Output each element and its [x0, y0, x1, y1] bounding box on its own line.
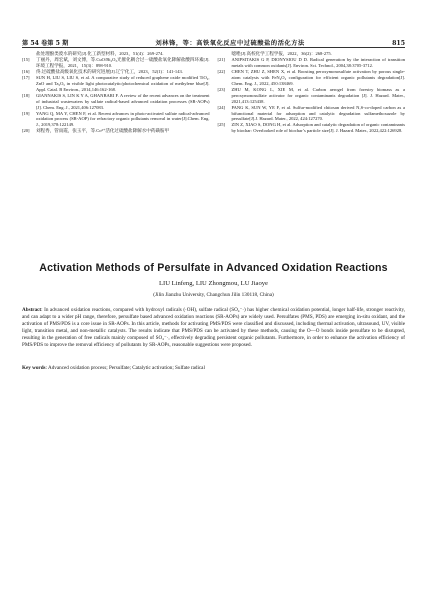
reference-item	[218, 57, 406, 69]
reference-text: SUN H, LIU S, LIU S, et al. A comparative study of reduced graphene oxide modified TiO₂, ZnO and Ta₂O₅ in visible light photocatalytic/photochemical oxidation of methylene blue[J]. Appl. Catal. B Environ., 2014,146:162-168.	[36, 74, 210, 92]
reference-number: [15]	[22, 56, 30, 62]
reference-number: [25]	[217, 122, 226, 128]
reference-text: PANG K, SUN W, YE F, et al. Sulfur-modified chitosan derived N,S-co-doped carbon as a bifunctional material for adsorption and catalytic degradation sulfamethoxazole by persulfate[J].J. Hazard. Mater., 2022, 424:127270.	[231, 104, 405, 122]
reference-number: [20]	[22, 128, 30, 134]
reference-number: [23]	[217, 86, 226, 92]
english-affiliation: (Jilin Jianzhu University, Changchun Jilin 130118, China)	[153, 292, 274, 298]
reference-number: [21]	[217, 56, 226, 62]
reference-text: GIANNAKIS S, LIN K Y A, GHANBARI F. A review of the recent advances on the treatment of industrial wastewaters by sulfate radical-based advanced oxidation processes (SR-AOPs) [J]. Chem. Eng. J., 2021,406:127083.	[36, 92, 210, 110]
reference-text: 噁唑[J].高校化学工程学报，2022，36(2)：268-275.	[231, 51, 332, 56]
reference-number: [18]	[22, 92, 30, 98]
reference-number: [19]	[22, 110, 30, 116]
reference-item	[218, 105, 406, 123]
abstract-label: Abstract	[22, 307, 42, 313]
english-abstract	[22, 307, 405, 349]
references-right-column	[218, 51, 406, 134]
reference-text: CHEN T, ZHU Z, SHEN X, et al. Boosting peroxymonosulfate activation by porous single-atom catalysts with FeN₄O₂ configuration for efficient organic pollutants degradation[J]. Chem. Eng. J., 2022, 450:138469.	[231, 68, 405, 86]
header-rule	[22, 47, 405, 48]
references-left-column	[22, 51, 210, 134]
reference-text: YANG Q, MA Y, CHEN F, et al. Recent advances in photo-activated sulfate radical-advanced oxidation process (SR-AOP) for refractory organic pollutants removal in water[J].Chem. Eng. J., 2019,378:122149.	[36, 110, 210, 128]
reference-item	[218, 69, 406, 87]
running-title: 刘林锋，等：高铁氧化反应中过硫酸盐的活化方法	[155, 40, 305, 47]
reference-number: [22]	[217, 68, 226, 74]
reference-text: ZHU M, KONG L, XIE M, et al. Carbon aerogel from forestry biomass as a peroxymonosulfate activator for organic contaminants degradation [J]. J. Hazard. Mater., 2021,413:125438.	[231, 86, 405, 104]
running-header	[22, 33, 405, 47]
english-authors: LIU Linfeng, LIU Zhongmou, LU Jiaoye	[159, 280, 268, 287]
reference-number: [24]	[217, 104, 226, 110]
reference-item	[218, 122, 406, 134]
reference-number: [16]	[22, 68, 30, 74]
reference-item	[22, 93, 210, 111]
english-keywords	[22, 365, 405, 372]
reference-text: 丁丽丹，周宏斌，刘文博，等.CuO/Bi₂O₃光催化耦合过一硫酸盐氧化降解盐酸四环素[J].环境工程学报，2021，15(3)：898-910.	[36, 56, 210, 68]
reference-text: ZIN Z, XIAO S, DONG H, et al. Adsorption and catalytic degradation of organic contaminants by biochar: Overlooked role of biochar’s particle size[J]. J. Hazard. Mater., 2022,422:126928.	[231, 122, 405, 134]
reference-item	[22, 57, 210, 69]
english-title: Activation Methods of Persulfate in Advanced Oxidation Reactions	[39, 262, 388, 274]
reference-item	[22, 75, 210, 93]
reference-text: 盐处理酚类废水的研究[J].化工新型材料，2023，51(4)：269-274.	[36, 51, 164, 56]
references-section	[22, 51, 405, 134]
reference-item	[218, 87, 406, 105]
reference-text: ANIPSITAKIS G P, DIONYSIOU D D. Radical generation by the interaction of transition metals with common oxidants[J]. Environ. Sci. Technol., 2004,38:3705-3712.	[231, 56, 405, 68]
abstract-text: : In advanced oxidation reactions, compared with hydroxyl radicals (·OH), sulfate radical (SO₄⁻·) has higher chemical oxidation potential, longer half-life, stronger reactivity, and can adapt to a wider pH range, therefore, persulfate based advanced oxidation reactions (SR-AOPs) are widely used. Persulfates (PMS, PDS) are emerging in-situ oxidant, and the activation of PMS/PDS is a core issue in SR-AOPs. In this article, methods for activating PMS/PDS were classified and discussed, including thermal activation, ultrasound, UV, visible light, transition metal, and non-metallic catalysts. The results indicate that PMS/PDS can be activated by these methods, causing the O—O bonds inside persulfate to be disrupted, resulting in the generation of free radicals mainly composed of SO₄⁻·, effectively degrading persistent organic pollutants. Furthermore, in order to enhance the activation efficiency of PMS/PDS to improve the removal efficiency of pollutants by SR-AOPs, reasonable suggestions were proposed.	[22, 307, 405, 348]
reference-number: [17]	[22, 74, 30, 80]
reference-item	[22, 111, 210, 129]
issue-label: 第 54 卷第 5 期	[22, 40, 69, 47]
page-number: 815	[392, 40, 405, 47]
keywords-label: Key words	[22, 365, 46, 371]
reference-text: 佟.过硫酸盐高级氧化技术的研究进展[J].辽宁化工，2023，52(1)：141-143.	[36, 68, 183, 74]
keywords-text: : Advanced oxidation process; Persulfate; Catalytic activation; Sulfate radical	[45, 365, 205, 371]
reference-text: 刘程秀，管雨霞，张玉平，等.Co²⁺活化过硫酸盐降解水中药磺胺甲	[36, 128, 169, 134]
reference-item	[22, 128, 210, 134]
